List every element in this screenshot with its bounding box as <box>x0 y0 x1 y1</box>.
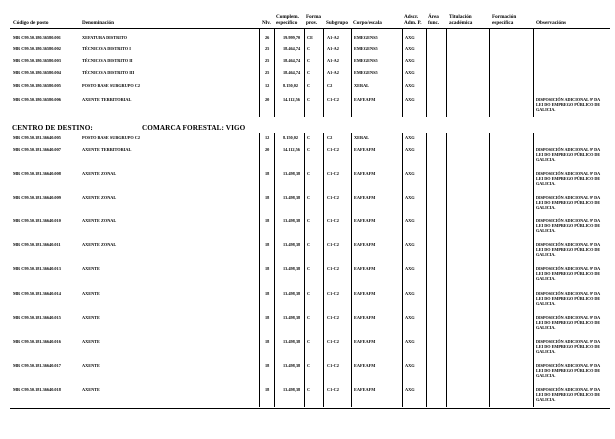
cell-corpo: EAFEAFM <box>354 315 376 320</box>
cell-denominacion: AXENTE ZONAL <box>82 242 117 247</box>
cell-nivel: 18 <box>265 363 270 368</box>
cell-code: MR C99.50.180.36580.002 <box>13 46 61 51</box>
cell-subgrupo: C1-C2 <box>327 171 339 176</box>
cell-complemento: 13.498,38 <box>283 315 301 320</box>
col-divider <box>533 29 534 117</box>
cell-corpo: EMEGENS5 <box>354 35 378 40</box>
cell-forma: C <box>307 135 311 140</box>
cell-forma: C <box>307 291 311 296</box>
header-nivel: Nlv. <box>262 20 271 26</box>
header-area: Área <box>428 14 439 20</box>
cell-subgrupo: A1-A2 <box>327 46 339 51</box>
cell-forma: C <box>307 70 311 75</box>
cell-corpo: XERAL <box>354 135 370 140</box>
cell-corpo: EAFEAFM <box>354 97 376 102</box>
cell-corpo: EAFEAFM <box>354 147 376 152</box>
cell-complemento: 13.498,38 <box>283 242 301 247</box>
cell-nivel: 25 <box>265 70 270 75</box>
header-func: func. <box>428 20 440 26</box>
cell-corpo: EAFEAFM <box>354 242 376 247</box>
cell-code: MR C99.50.180.36580.004 <box>13 70 61 75</box>
cell-code: MR C99.50.181.36640.010 <box>13 218 61 223</box>
cell-forma: C <box>307 218 311 223</box>
cell-code: MR C99.50.181.36640.015 <box>13 315 61 320</box>
cell-subgrupo: C2 <box>327 83 333 88</box>
cell-complemento: 18.464,74 <box>283 58 301 63</box>
cell-adscricion: AXG <box>405 171 415 176</box>
cell-denominacion: TÉCNICO/A DISTRITO I <box>82 46 131 51</box>
cell-nivel: 26 <box>265 35 270 40</box>
cell-complemento: 13.498,38 <box>283 291 301 296</box>
cell-observacions: DISPOSICIÓN ADICIONAL 9ª DA LEI DO EMPREGO PÚBLICO DE GALICIA. <box>536 315 601 330</box>
cell-code: MR C99.50.181.36640.008 <box>13 171 61 176</box>
cell-denominacion: AXENTE <box>82 387 100 392</box>
col-divider <box>259 29 260 117</box>
cell-adscricion: AXG <box>405 387 415 392</box>
cell-complemento: 13.498,38 <box>283 266 301 271</box>
cell-corpo: EMEGENS5 <box>354 46 378 51</box>
cell-denominacion: TÉCNICO/A DISTRITO III <box>82 70 135 75</box>
cell-complemento: 19.999,70 <box>283 35 301 40</box>
cell-adscricion: AXG <box>405 70 415 75</box>
cell-nivel: 18 <box>265 266 270 271</box>
cell-complemento: 13.498,38 <box>283 363 301 368</box>
cell-adscricion: AXG <box>405 266 415 271</box>
col-divider <box>351 133 352 407</box>
cell-forma: C <box>307 387 311 392</box>
col-divider <box>426 29 427 117</box>
cell-subgrupo: C1-C2 <box>327 339 339 344</box>
cell-code: MR C99.50.181.36640.018 <box>13 387 61 392</box>
header-especifico: específico <box>276 20 298 26</box>
cell-nivel: 25 <box>265 46 270 51</box>
header-denominacion: Denominación <box>82 20 114 26</box>
section-label: CENTRO DE DESTINO: <box>12 124 93 132</box>
cell-observacions: DISPOSICIÓN ADICIONAL 9ª DA LEI DO EMPREGO PÚBLICO DE GALICIA. <box>536 291 601 306</box>
cell-subgrupo: C1-C2 <box>327 387 339 392</box>
cell-complemento: 8.150,02 <box>283 83 299 88</box>
cell-nivel: 18 <box>265 242 270 247</box>
cell-forma: CE <box>307 35 313 40</box>
cell-subgrupo: C1-C2 <box>327 315 339 320</box>
cell-nivel: 25 <box>265 58 270 63</box>
col-divider <box>402 133 403 407</box>
cell-nivel: 12 <box>265 83 270 88</box>
cell-observacions: DISPOSICIÓN ADICIONAL 9ª DA LEI DO EMPREGO PÚBLICO DE GALICIA. <box>536 266 601 281</box>
cell-observacions: DISPOSICIÓN ADICIONAL 9ª DA LEI DO EMPREGO PÚBLICO DE GALICIA. <box>536 363 601 378</box>
cell-forma: C <box>307 242 311 247</box>
cell-denominacion: POSTO BASE SUBGRUPO C2 <box>82 83 141 88</box>
cell-nivel: 20 <box>265 97 270 102</box>
cell-denominacion: AXENTE <box>82 315 100 320</box>
col-divider <box>274 29 275 117</box>
header-prov: prov. <box>306 20 318 26</box>
cell-corpo: EAFEAFM <box>354 266 376 271</box>
header-formespecifica: específica <box>492 20 514 26</box>
header-codigo: Código de posto <box>13 20 49 26</box>
cell-complemento: 13.498,38 <box>283 171 301 176</box>
cell-subgrupo: A1-A2 <box>327 35 339 40</box>
cell-nivel: 18 <box>265 218 270 223</box>
cell-adscricion: AXG <box>405 46 415 51</box>
header-formacion: Formación <box>492 14 517 20</box>
cell-complemento: 13.498,38 <box>283 195 301 200</box>
cell-observacions: DISPOSICIÓN ADICIONAL 9ª DA LEI DO EMPREGO PÚBLICO DE GALICIA. <box>536 242 601 257</box>
col-divider <box>446 133 447 407</box>
cell-adscricion: AXG <box>405 242 415 247</box>
cell-subgrupo: A1-A2 <box>327 70 339 75</box>
cell-observacions: DISPOSICIÓN ADICIONAL 9ª DA LEI DO EMPREGO PÚBLICO DE GALICIA. <box>536 387 601 402</box>
cell-complemento: 13.498,38 <box>283 218 301 223</box>
cell-nivel: 18 <box>265 291 270 296</box>
cell-observacions: DISPOSICIÓN ADICIONAL 9ª DA LEI DO EMPREGO PÚBLICO DE GALICIA. <box>536 218 601 233</box>
cell-denominacion: AXENTE TERRITORIAL <box>82 97 132 102</box>
cell-subgrupo: C1-C2 <box>327 363 339 368</box>
cell-observacions: DISPOSICIÓN ADICIONAL 9ª DA LEI DO EMPREGO PÚBLICO DE GALICIA. <box>536 147 601 162</box>
cell-forma: C <box>307 195 311 200</box>
cell-denominacion: AXENTE <box>82 266 100 271</box>
cell-adscricion: AXG <box>405 218 415 223</box>
header-rule <box>10 28 610 29</box>
cell-nivel: 20 <box>265 147 270 152</box>
cell-subgrupo: C2 <box>327 135 333 140</box>
cell-corpo: EAFEAFM <box>354 195 376 200</box>
cell-subgrupo: C1-C2 <box>327 291 339 296</box>
cell-forma: C <box>307 83 311 88</box>
cell-code: MR C99.50.181.36640.017 <box>13 363 61 368</box>
header-observacions: Observacións <box>536 20 566 26</box>
cell-adscricion: AXG <box>405 135 415 140</box>
cell-subgrupo: C1-C2 <box>327 97 339 102</box>
cell-corpo: EAFEAFM <box>354 218 376 223</box>
cell-denominacion: AXENTE TERRITORIAL <box>82 147 132 152</box>
cell-code: MR C99.50.181.36640.009 <box>13 195 61 200</box>
cell-forma: C <box>307 266 311 271</box>
cell-denominacion: AXENTE ZONAL <box>82 195 117 200</box>
footer-rule <box>10 408 610 409</box>
cell-corpo: EMEGENS5 <box>354 58 378 63</box>
cell-complemento: 14.112,56 <box>283 147 300 152</box>
cell-complemento: 18.464,74 <box>283 46 301 51</box>
cell-adscricion: AXG <box>405 147 415 152</box>
cell-denominacion: AXENTE ZONAL <box>82 218 117 223</box>
col-divider <box>304 133 305 407</box>
cell-code: MR C99.50.181.36640.014 <box>13 291 61 296</box>
cell-corpo: EAFEAFM <box>354 291 376 296</box>
cell-observacions: DISPOSICIÓN ADICIONAL 9ª DA LEI DO EMPREGO PÚBLICO DE GALICIA. <box>536 195 601 210</box>
cell-code: MR C99.50.181.36640.013 <box>13 266 61 271</box>
cell-denominacion: AXENTE <box>82 363 100 368</box>
cell-corpo: EMEGENS5 <box>354 70 378 75</box>
cell-subgrupo: C1-C2 <box>327 218 339 223</box>
cell-observacions: DISPOSICIÓN ADICIONAL 9ª DA LEI DO EMPREGO PÚBLICO DE GALICIA. <box>536 339 601 354</box>
cell-denominacion: TÉCNICO/A DISTRITO II <box>82 58 133 63</box>
section-value: COMARCA FORESTAL: VIGO <box>142 124 246 132</box>
cell-corpo: EAFEAFM <box>354 363 376 368</box>
cell-adscricion: AXG <box>405 97 415 102</box>
cell-adscricion: AXG <box>405 83 415 88</box>
cell-complemento: 8.150,02 <box>283 135 299 140</box>
cell-forma: C <box>307 46 311 51</box>
cell-forma: C <box>307 315 311 320</box>
cell-adscricion: AXG <box>405 35 415 40</box>
cell-code: MR C99.50.180.36580.003 <box>13 58 61 63</box>
cell-nivel: 18 <box>265 387 270 392</box>
header-titulacion: Titulación <box>449 14 472 20</box>
col-divider <box>274 133 275 407</box>
col-divider <box>351 29 352 117</box>
cell-subgrupo: C1-C2 <box>327 147 339 152</box>
cell-code: MR C99.50.180.36580.006 <box>13 97 61 102</box>
col-divider <box>304 29 305 117</box>
cell-complemento: 18.464,74 <box>283 70 301 75</box>
cell-forma: C <box>307 97 311 102</box>
col-divider <box>533 133 534 407</box>
cell-corpo: EAFEAFM <box>354 339 376 344</box>
cell-forma: C <box>307 58 311 63</box>
cell-complemento: 14.112,56 <box>283 97 300 102</box>
cell-adscricion: AXG <box>405 339 415 344</box>
col-divider <box>446 29 447 117</box>
cell-denominacion: AXENTE ZONAL <box>82 171 117 176</box>
col-divider <box>489 29 490 117</box>
cell-adscricion: AXG <box>405 315 415 320</box>
cell-corpo: EAFEAFM <box>354 387 376 392</box>
cell-observacions: DISPOSICIÓN ADICIONAL 9ª DA LEI DO EMPREGO PÚBLICO DE GALICIA. <box>536 97 601 112</box>
cell-nivel: 18 <box>265 195 270 200</box>
header-subgrupo: Subgrupo <box>326 20 348 26</box>
cell-code: MR C99.50.180.36580.001 <box>13 35 61 40</box>
col-divider <box>323 29 324 117</box>
header-complem: Complem. <box>276 14 299 20</box>
cell-forma: C <box>307 363 311 368</box>
cell-forma: C <box>307 339 311 344</box>
cell-adscricion: AXG <box>405 363 415 368</box>
cell-subgrupo: A1-A2 <box>327 58 339 63</box>
cell-subgrupo: C1-C2 <box>327 266 339 271</box>
header-adm: Adm. P. <box>404 20 422 26</box>
cell-forma: C <box>307 171 311 176</box>
col-divider <box>426 133 427 407</box>
header-adscr: Adscr. <box>404 14 419 20</box>
cell-nivel: 18 <box>265 339 270 344</box>
cell-nivel: 12 <box>265 135 270 140</box>
header-corpo: Corpo/escala <box>353 20 382 26</box>
cell-corpo: XERAL <box>354 83 370 88</box>
cell-corpo: EAFEAFM <box>354 171 376 176</box>
cell-complemento: 13.498,38 <box>283 387 301 392</box>
col-divider <box>323 133 324 407</box>
cell-forma: C <box>307 147 311 152</box>
cell-subgrupo: C1-C2 <box>327 242 339 247</box>
cell-observacions: DISPOSICIÓN ADICIONAL 9ª DA LEI DO EMPREGO PÚBLICO DE GALICIA. <box>536 171 601 186</box>
cell-denominacion: AXENTE <box>82 339 100 344</box>
cell-code: MR C99.50.181.36640.016 <box>13 339 61 344</box>
cell-code: MR C99.50.181.36640.011 <box>13 242 61 247</box>
cell-subgrupo: C1-C2 <box>327 195 339 200</box>
col-divider <box>402 29 403 117</box>
cell-complemento: 13.498,38 <box>283 339 301 344</box>
cell-code: MR C99.50.180.36580.005 <box>13 83 61 88</box>
cell-denominacion: AXENTE <box>82 291 100 296</box>
cell-code: MR C99.50.181.36640.005 <box>13 135 61 140</box>
cell-denominacion: XEFATURA DISTRITO <box>82 35 128 40</box>
cell-nivel: 18 <box>265 315 270 320</box>
col-divider <box>489 133 490 407</box>
header-forma: Forma <box>306 14 321 20</box>
cell-code: MR C99.50.181.36640.007 <box>13 147 61 152</box>
cell-adscricion: AXG <box>405 58 415 63</box>
cell-denominacion: POSTO BASE SUBGRUPO C2 <box>82 135 141 140</box>
cell-adscricion: AXG <box>405 291 415 296</box>
header-academica: académica <box>449 20 473 26</box>
cell-adscricion: AXG <box>405 195 415 200</box>
col-divider <box>259 133 260 407</box>
cell-nivel: 18 <box>265 171 270 176</box>
